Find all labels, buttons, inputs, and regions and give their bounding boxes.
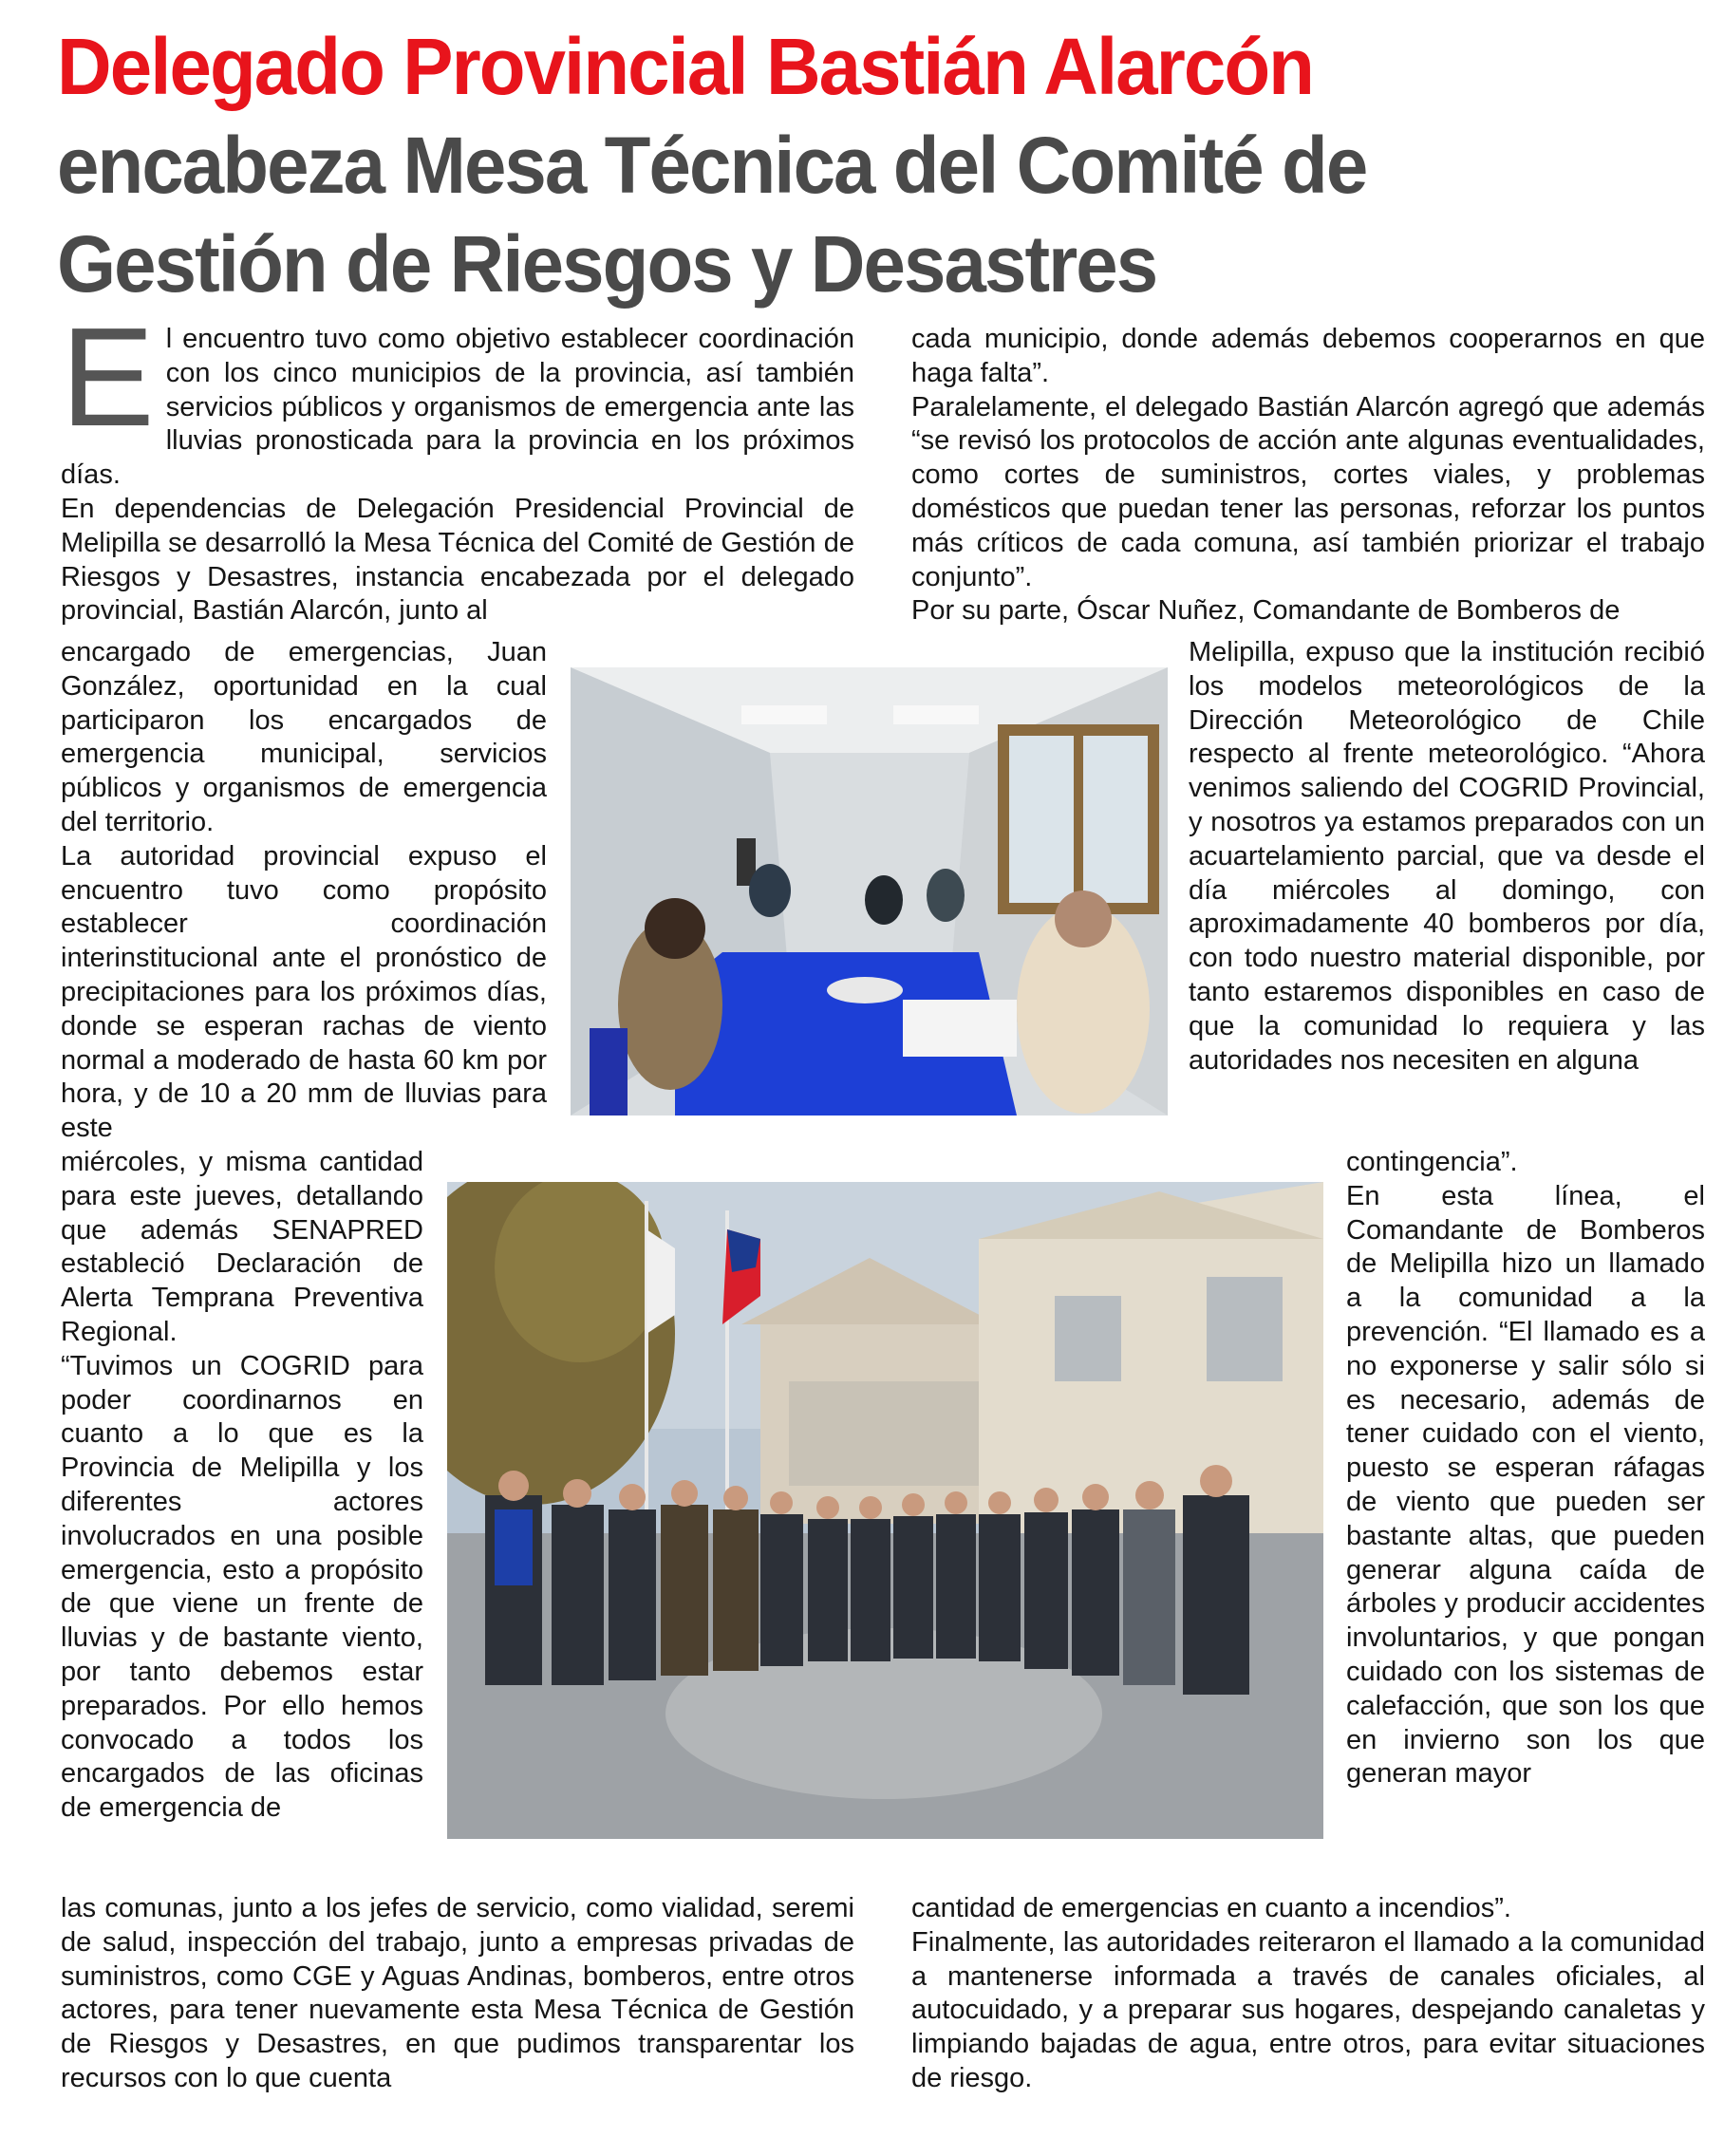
left-column-bottom — [61, 1892, 854, 2096]
paragraph: cantidad de emergencias en cuanto a incendios”. — [911, 1893, 1511, 1923]
paragraph: En dependencias de Delegación Presidencial Provincial de Melipilla se desarrolló la Mesa Técnica del Comité de Gestión de Riesgos y Desastres, instancia encabezada por el delegado provincial, Bastián Alarcón, junto al — [61, 493, 854, 627]
paragraph: Melipilla, expuso que la institución recibió los modelos meteorológicos de la Dirección Meteorológico de Chile respecto al frente meteorológico. “Ahora venimos saliendo del COGRID Provincial, y nosotros ya estamos preparados con un acuartelamiento parcial, que va desde el día miércoles al domingo, con aproximadamente 40 bomberos por día, con todo nuestro material disponible, por tanto estaremos disponibles en caso de que la comunidad lo requiera y las autoridades nos necesiten en alguna — [1189, 637, 1705, 1076]
paragraph: las comunas, junto a los jefes de servicio, como vialidad, seremi de salud, inspección del trabajo, junto a empresas privadas de suministros, como CGE y Aguas Andinas, bomberos, entre otros actores, para tener nuevamente esta Mesa Técnica de Gestión de Riesgos y Desastres, en que pudimos transparentar los recursos con lo que cuenta — [61, 1893, 854, 2093]
group-photo-illustration — [447, 1182, 1323, 1839]
headline-line-3: Gestión de Riesgos y Desastres — [57, 219, 1157, 309]
left-column-middle — [61, 636, 547, 1146]
meeting-room-illustration — [571, 667, 1168, 1115]
left-column-top — [61, 299, 854, 628]
headline — [57, 17, 1590, 313]
paragraph: l encuentro tuvo como objetivo establecer coordinación con los cinco municipios de la provincia, así también servicios públicos y organismos de emergencia ante las lluvias pronosticada para la provincia en los próximos días. — [61, 324, 854, 491]
headline-line-2: encabeza Mesa Técnica del Comité de — [57, 121, 1367, 210]
paragraph: En esta línea, el Comandante de Bomberos de Melipilla hizo un llamado a la comunidad a la prevención. “El llamado es a no exponerse y salir sólo si es necesario, además de tener cuidado con el viento, puesto se esperan ráfagas de viento que pueden ser bastante altas, que pueden generar alguna caída de árboles y producir accidentes involuntarios, y que pongan cuidado con los sistemas de calefacción, que son los que en invierno son los que generan mayor — [1346, 1180, 1705, 1790]
right-column-top — [911, 323, 1705, 628]
paragraph: encargado de emergencias, Juan González, oportunidad en la cual participaron los encargados de emergencia municipal, servicios públicos y organismos de emergencia del territorio. — [61, 637, 547, 837]
headline-line-1: Delegado Provincial Bastián Alarcón — [57, 22, 1314, 111]
meeting-room-photo — [571, 667, 1168, 1115]
paragraph: cada municipio, donde además debemos cooperarnos en que haga falta”. — [911, 324, 1705, 388]
left-column-lower — [61, 1146, 423, 1826]
group-photo — [447, 1182, 1323, 1839]
right-column-middle — [1189, 636, 1705, 1078]
paragraph: Por su parte, Óscar Nuñez, Comandante de Bomberos de — [911, 595, 1621, 627]
paragraph: “Tuvimos un COGRID para poder coordinarnos en cuanto a lo que es la Provincia de Melipilla y los diferentes actores involucrados en una posible emergencia, esto a propósito de que viene un frente de lluvias y de bastante viento, por tanto debemos estar preparados. Por ello hemos convocado a todos los encargados de las oficinas de emergencia de — [61, 1350, 423, 1824]
paragraph: miércoles, y misma cantidad para este jueves, detallando que además SENAPRED estableció Declaración de Alerta Temprana Preventiva Regional. — [61, 1147, 423, 1347]
right-column-lower — [1346, 1146, 1705, 1791]
drop-cap: E — [61, 299, 155, 456]
paragraph: Finalmente, las autoridades reiteraron el llamado a la comunidad a mantenerse informada a través de canales oficiales, al autocuidado, y a preparar sus hogares, despejando canaletas y limpiando bajadas de agua, entre otros, para evitar situaciones de riesgo. — [911, 1926, 1705, 2093]
right-column-bottom — [911, 1892, 1705, 2096]
paragraph: contingencia”. — [1346, 1147, 1518, 1177]
paragraph: La autoridad provincial expuso el encuentro tuvo como propósito establecer coordinación interinstitucional ante el pronóstico de precipitaciones para los próximos días, donde se esperan rachas de viento normal a moderado de hasta 60 km por hora, y de 10 a 20 mm de lluvias para este — [61, 840, 547, 1144]
paragraph: Paralelamente, el delegado Bastián Alarcón agregó que además “se revisó los protocolos de acción ante algunas eventualidades, como cortes de suministros, cortes viales, y problemas domésticos que puedan tener las personas, reforzar los puntos más críticos de cada comuna, así también priorizar el trabajo conjunto”. — [911, 391, 1705, 592]
